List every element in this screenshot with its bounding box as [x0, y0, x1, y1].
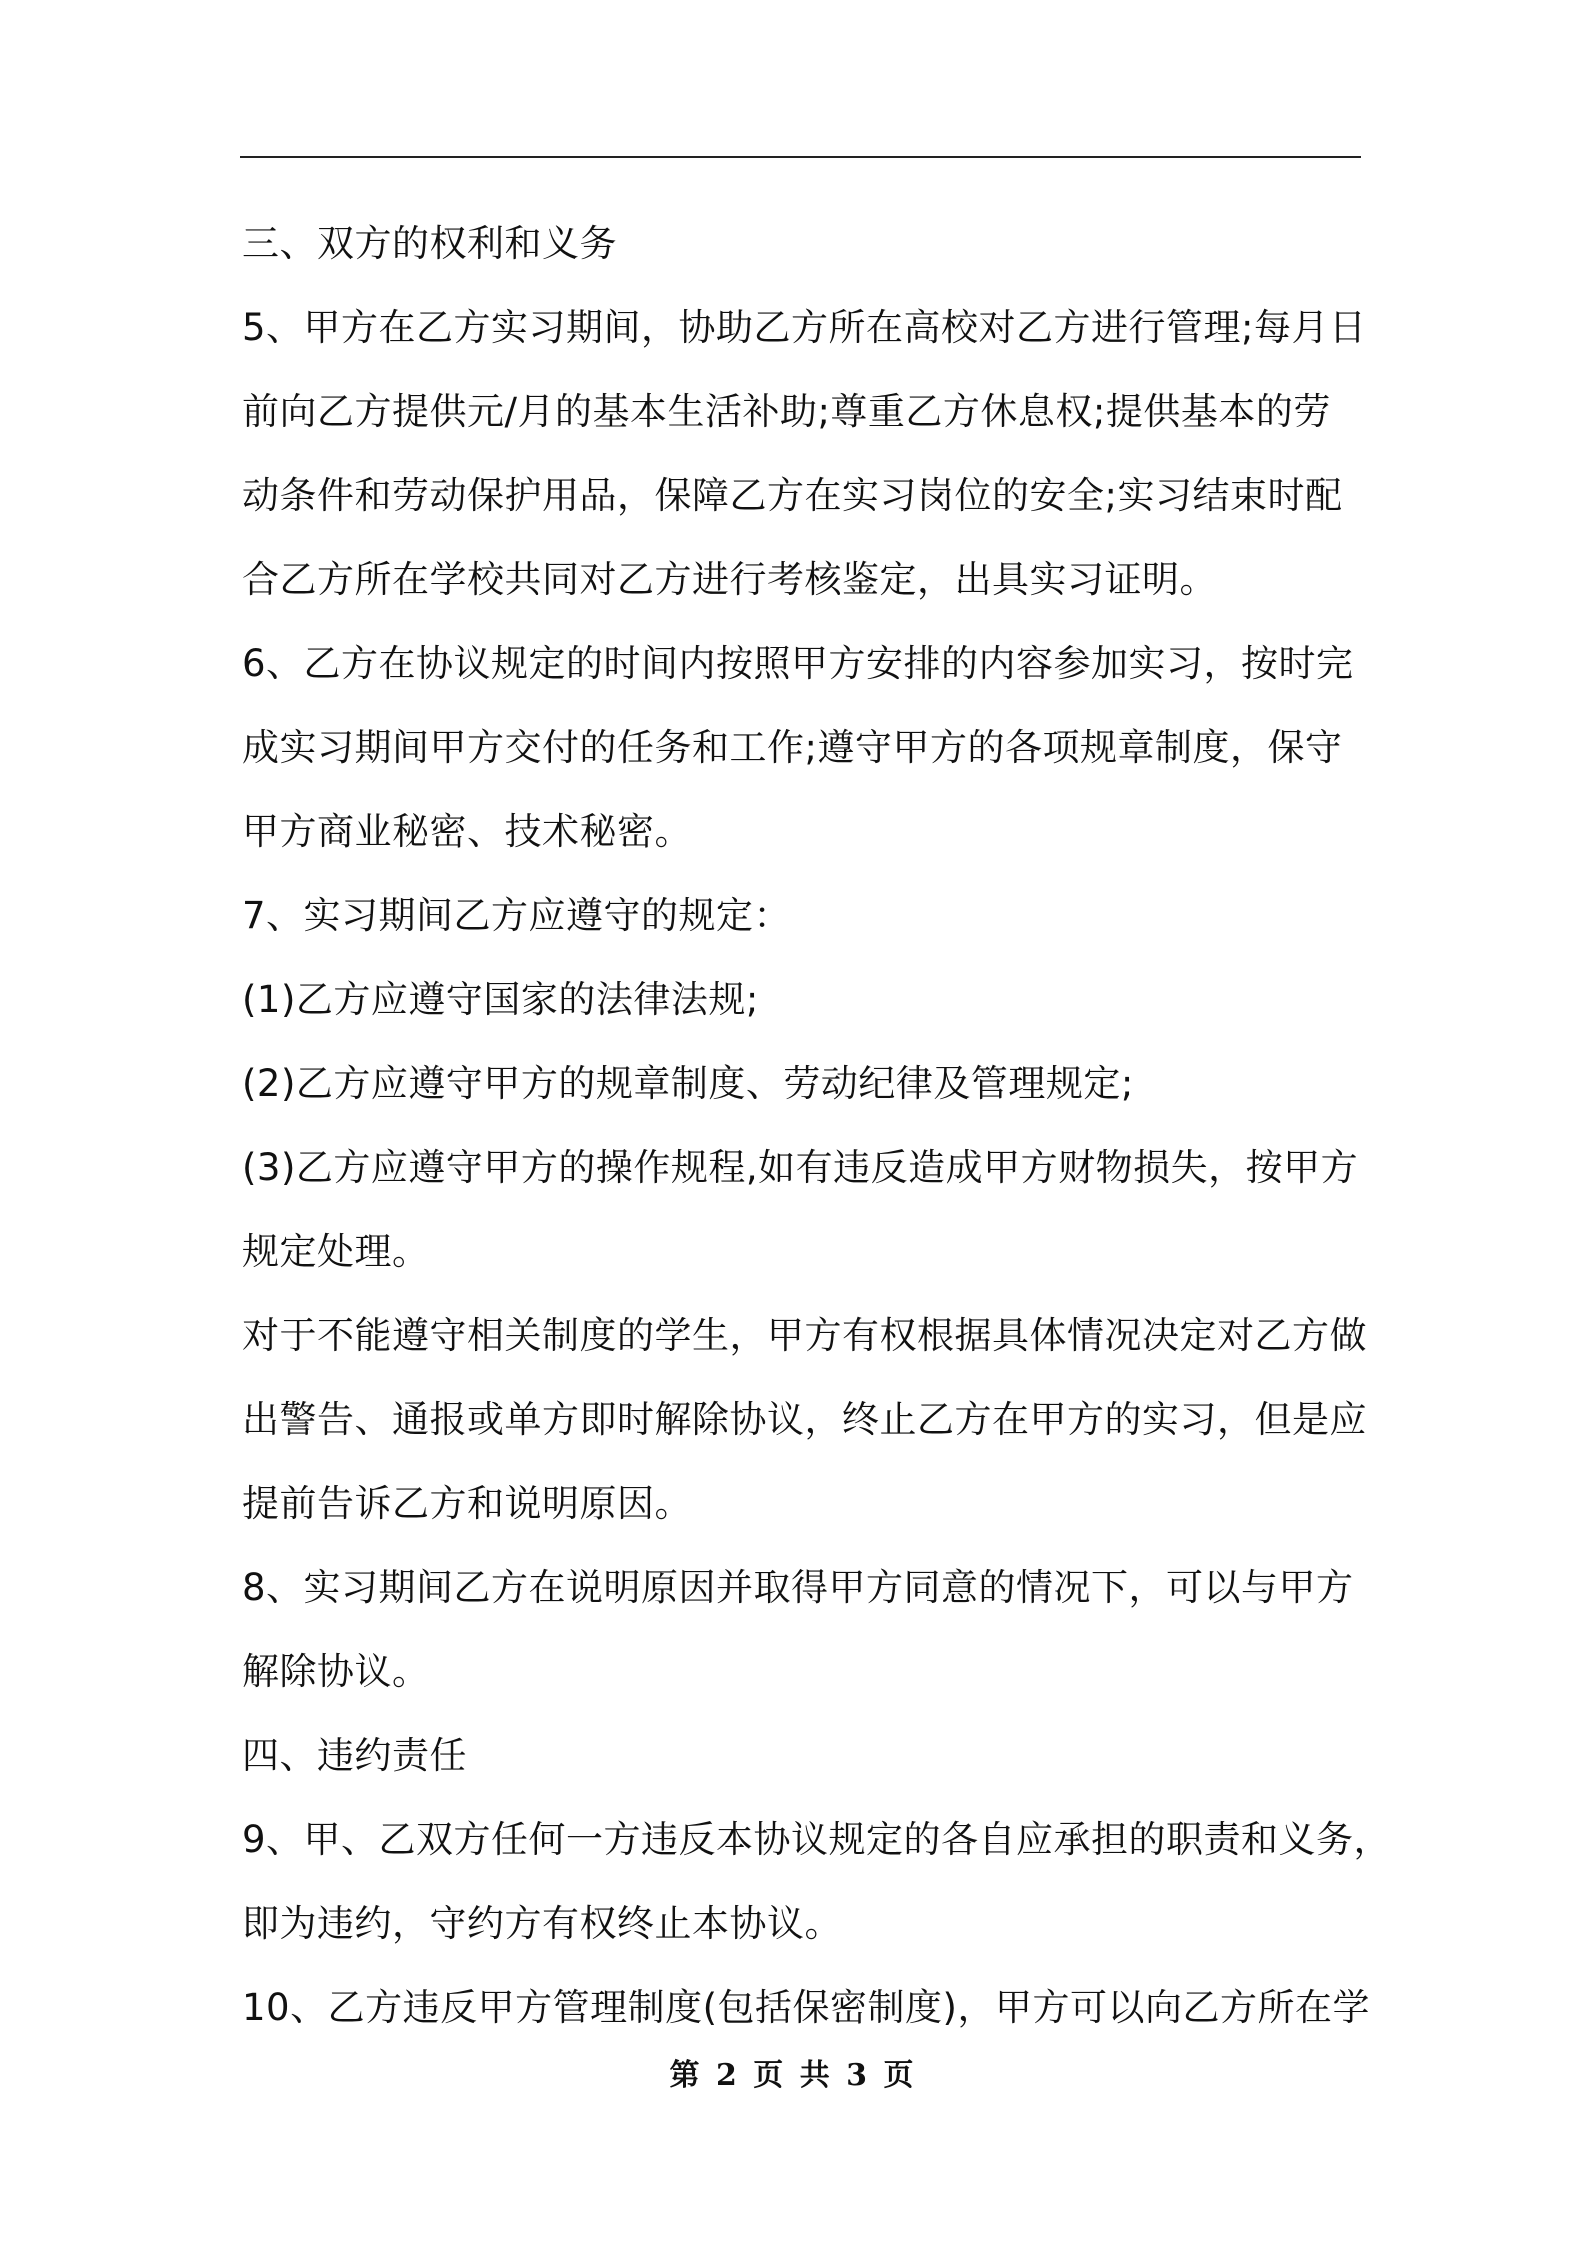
clause-7-note-line-2: 出警告、通报或单方即时解除协议，终止乙方在甲方的实习，但是应 [242, 1398, 1367, 1441]
clause-5-line-1: 5、甲方在乙方实习期间，协助乙方所在高校对乙方进行管理;每月日 [242, 306, 1367, 349]
clause-6-line-2: 成实习期间甲方交付的任务和工作;遵守甲方的各项规章制度，保守 [242, 726, 1343, 769]
clause-7-item-2: (2)乙方应遵守甲方的规章制度、劳动纪律及管理规定; [242, 1062, 1134, 1105]
clause-7-note-line-3: 提前告诉乙方和说明原因。 [242, 1482, 692, 1525]
clause-9-line-2: 即为违约，守约方有权终止本协议。 [242, 1902, 842, 1945]
clause-7-item-3-line-1: (3)乙方应遵守甲方的操作规程,如有违反造成甲方财物损失，按甲方 [242, 1146, 1359, 1189]
clause-5-line-4: 合乙方所在学校共同对乙方进行考核鉴定，出具实习证明。 [242, 558, 1217, 601]
clause-7-item-1: (1)乙方应遵守国家的法律法规; [242, 978, 759, 1021]
clause-5-line-2: 前向乙方提供元/月的基本生活补助;尊重乙方休息权;提供基本的劳 [242, 390, 1331, 433]
clause-7-heading: 7、实习期间乙方应遵守的规定： [242, 894, 792, 937]
clause-7-item-3-line-2: 规定处理。 [242, 1230, 430, 1273]
clause-5-line-3: 动条件和劳动保护用品，保障乙方在实习岗位的安全;实习结束时配 [242, 474, 1343, 517]
clause-10-line-1: 10、乙方违反甲方管理制度(包括保密制度)，甲方可以向乙方所在学 [242, 1986, 1370, 2029]
document-body [242, 202, 1392, 2050]
clause-8-line-2: 解除协议。 [242, 1650, 430, 1693]
section-heading-rights: 三、双方的权利和义务 [242, 222, 617, 265]
section-heading-breach: 四、违约责任 [242, 1734, 467, 1777]
header-rule [240, 156, 1361, 158]
clause-8-line-1: 8、实习期间乙方在说明原因并取得甲方同意的情况下，可以与甲方 [242, 1566, 1354, 1609]
clause-7-note-line-1: 对于不能遵守相关制度的学生，甲方有权根据具体情况决定对乙方做 [242, 1314, 1367, 1357]
page-number: 第 2 页 共 3 页 [669, 2058, 917, 2093]
clause-6-line-1: 6、乙方在协议规定的时间内按照甲方安排的内容参加实习，按时完 [242, 642, 1354, 685]
clause-9-line-1: 9、甲、乙双方任何一方违反本协议规定的各自应承担的职责和义务， [242, 1818, 1392, 1861]
clause-6-line-3: 甲方商业秘密、技术秘密。 [242, 810, 692, 853]
